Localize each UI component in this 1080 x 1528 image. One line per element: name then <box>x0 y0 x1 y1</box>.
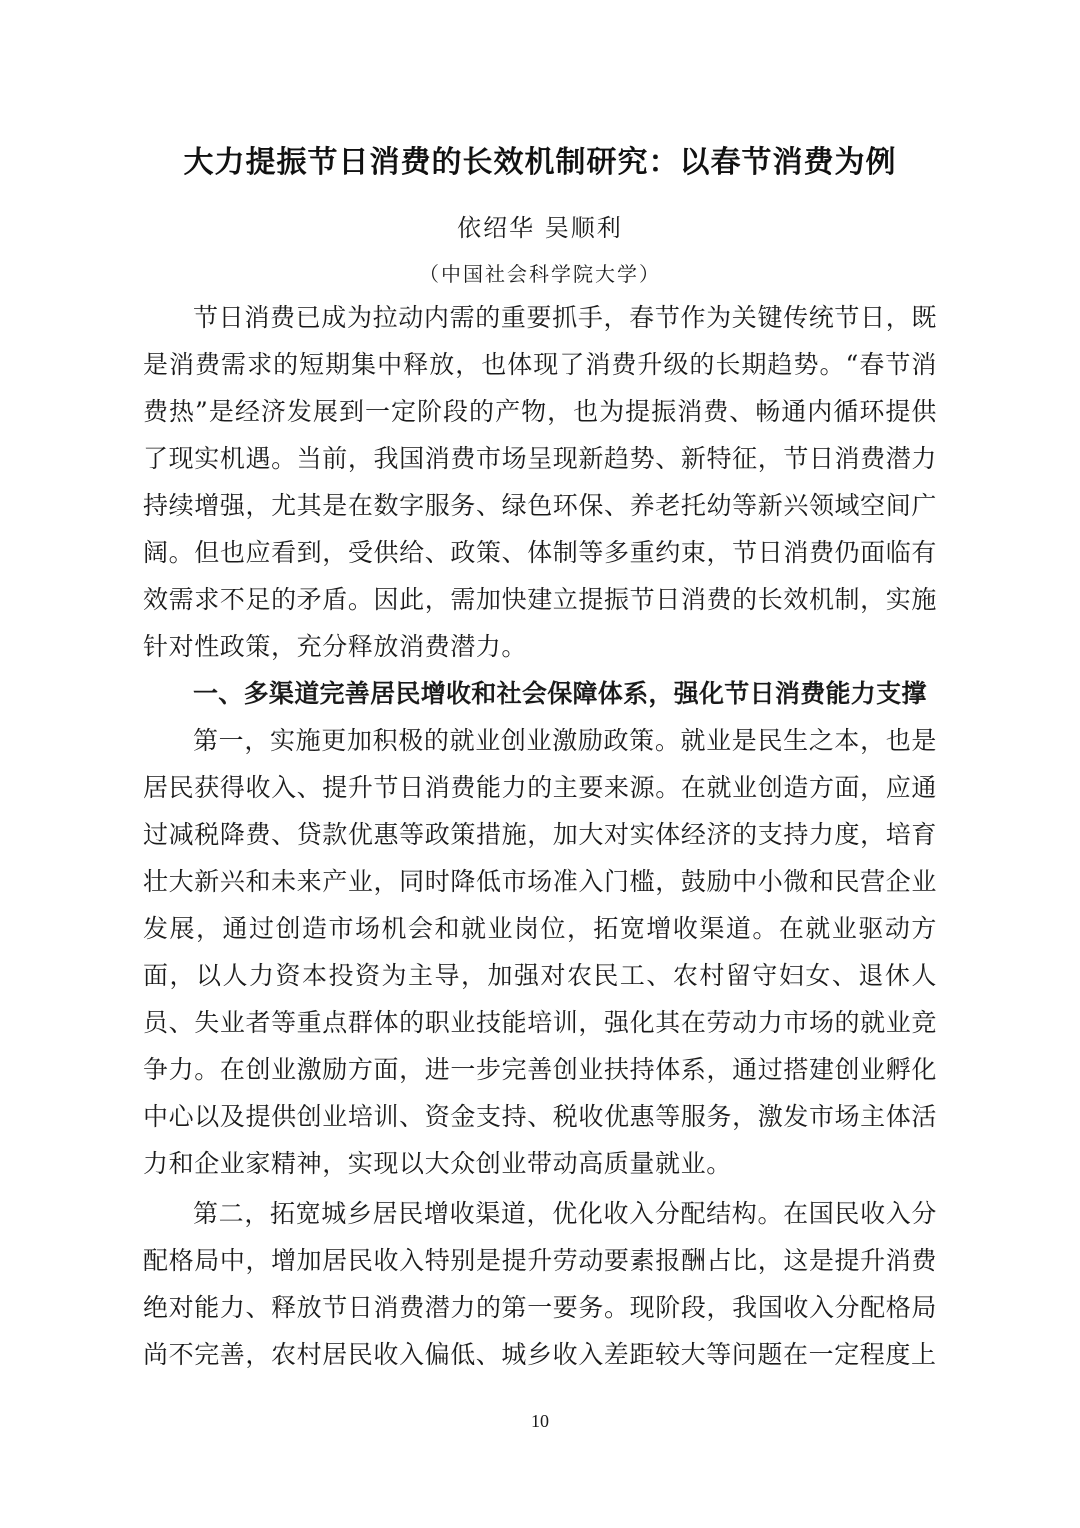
intro-paragraph-text: 节日消费已成为拉动内需的重要抓手，春节作为关键传统节日，既是消费需求的短期集中释放，也体现了消费升级的长期趋势。“春节消费热”是经济发展到一定阶段的产物，也为提振消费、畅通内循环提供了现实机遇。当前，我国消费市场呈现新趋势、新特征，节日消费潜力持续增强，尤其是在数字服务、绿色环保、养老托幼等新兴领域空间广阔。但也应看到，受供给、政策、体制等多重约束，节日消费仍面临有效需求不足的矛盾。因此，需加快建立提振节日消费的长效机制，实施针对性政策，充分释放消费潜力。 <box>143 303 937 661</box>
page-number: 10 <box>531 1411 549 1431</box>
intro-paragraph <box>143 294 937 670</box>
author-names: 依绍华 吴顺利 <box>457 214 623 242</box>
second-point-paragraph <box>143 1190 937 1378</box>
document-title: 大力提振节日消费的长效机制研究：以春节消费为例 <box>183 145 897 180</box>
first-point-paragraph-text: 第一，实施更加积极的就业创业激励政策。就业是民生之本，也是居民获得收入、提升节日消费能力的主要来源。在就业创造方面，应通过减税降费、贷款优惠等政策措施，加大对实体经济的支持力度，培育壮大新兴和未来产业，同时降低市场准入门槛，鼓励中小微和民营企业发展，通过创造市场机会和就业岗位，拓宽增收渠道。在就业驱动方面，以人力资本投资为主导，加强对农民工、农村留守妇女、退休人员、失业者等重点群体的职业技能培训，强化其在劳动力市场的就业竞争力。在创业激励方面，进一步完善创业扶持体系，通过搭建创业孵化中心以及提供创业培训、资金支持、税收优惠等服务，激发市场主体活力和企业家精神，实现以大众创业带动高质量就业。 <box>143 726 937 1178</box>
first-point-paragraph <box>143 717 937 1187</box>
second-point-paragraph-text: 第二，拓宽城乡居民增收渠道，优化收入分配结构。在国民收入分配格局中，增加居民收入特别是提升劳动要素报酬占比，这是提升消费绝对能力、释放节日消费潜力的第一要务。现阶段，我国收入分配格局尚不完善，农村居民收入偏低、城乡收入差距较大等问题在一定程度上 <box>143 1199 937 1369</box>
section-heading: 一、多渠道完善居民增收和社会保障体系，强化节日消费能力支撑 <box>193 679 927 708</box>
author-affiliation: （中国社会科学院大学） <box>419 262 661 286</box>
